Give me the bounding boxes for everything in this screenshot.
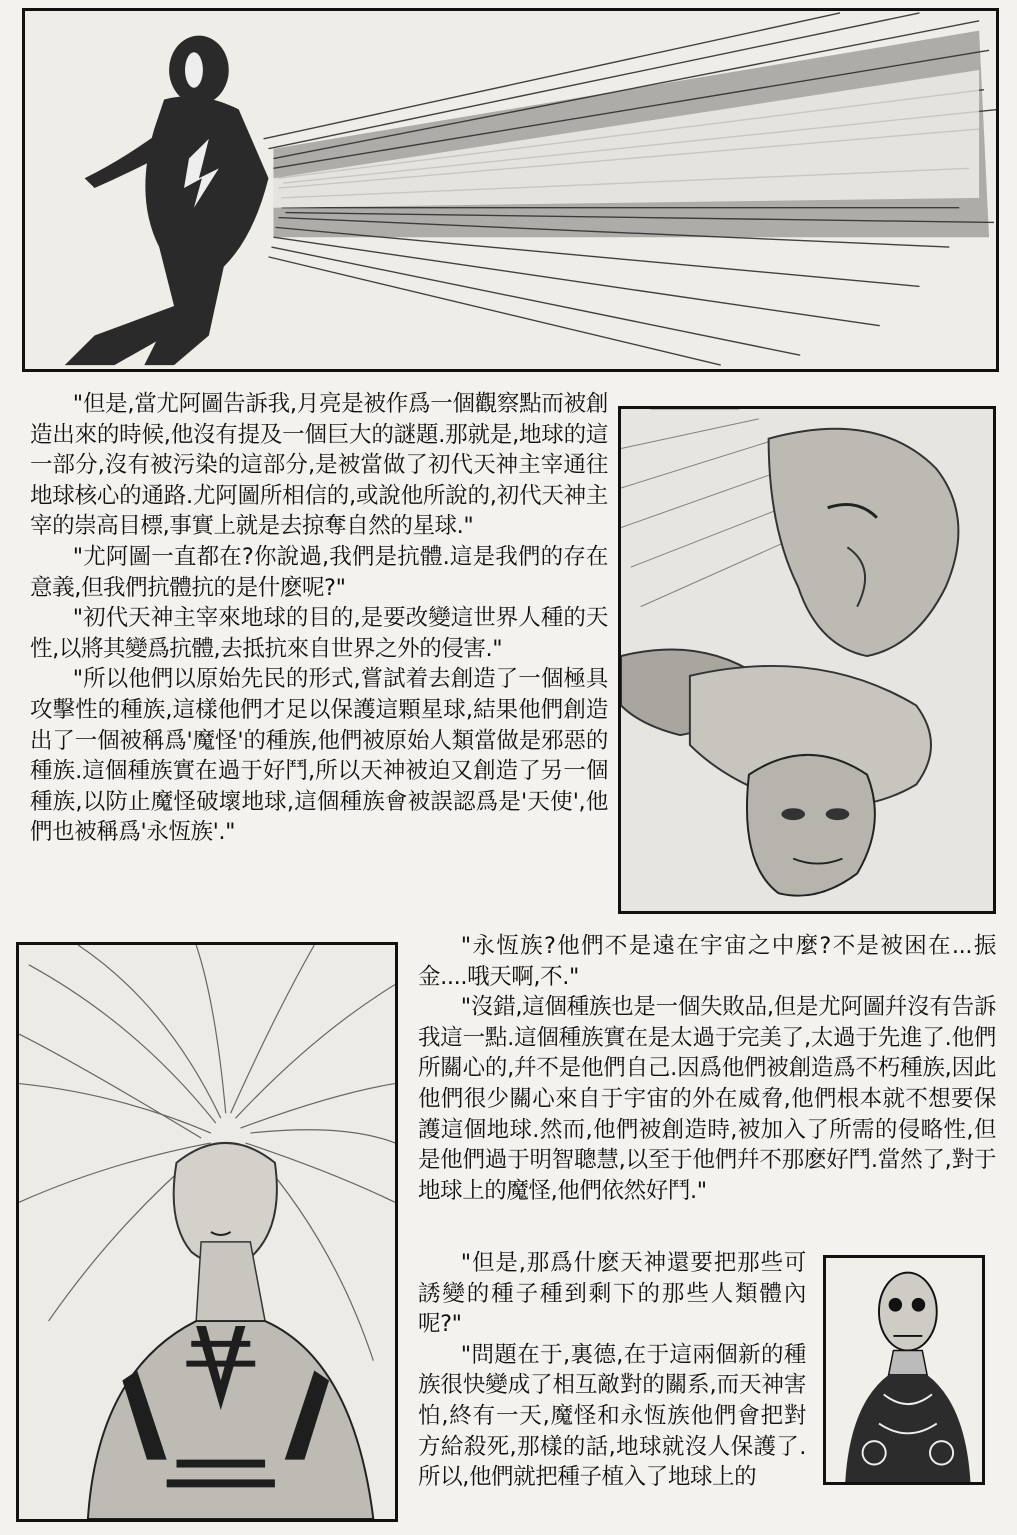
- paragraph: "尤阿圖一直都在?你說過,我們是抗體.這是我們的存在意義,但我們抗體抗的是什麽呢?": [30, 543, 608, 601]
- narrative-text-block-3: [418, 1248, 806, 1493]
- paragraph: "問題在于,裏德,在于這兩個新的種族很快變成了相互敵對的關系,而天神害怕,終有一天,魔怪和永恆族他們會把對方給殺死,那樣的話,地球就沒人保護了.所以,他們就把種子植入了地球上的: [418, 1341, 806, 1491]
- paragraph: "永恆族?他們不是遠在宇宙之中麼?不是被困在...振金....哦天啊,不.": [418, 933, 996, 990]
- narrative-text-block-2: [418, 931, 996, 1206]
- paragraph: "所以他們以原始先民的形式,嘗試着去創造了一個極具攻擊性的種族,這樣他們才足以保護這顆星球,結果他們創造出了一個被稱爲'魔怪'的種族,他們被原始人類當做是邪惡的種族.這個種族實在過于好鬥,所以天神被迫又創造了另一個種族,以防止魔怪破壞地球,這個種族會被誤認爲是'天使',他們也被稱爲'永恆族'.": [30, 666, 608, 846]
- cyborg-figure-illustration: [826, 1258, 982, 1482]
- paragraph: "但是,當尤阿圖告訴我,月亮是被作爲一個觀察點而被創造出來的時候,他沒有提及一個巨大的謎題.那就是,地球的這一部分,沒有被污染的這部分,是被當做了初代天神主宰通往地球核心的通路.尤阿圖所相信的,或說他所說的,初代天神主宰的崇高目標,事實上就是去掠奪自然的星球.": [30, 391, 608, 540]
- woman-flowing-hair-illustration: [19, 945, 395, 1519]
- hero-energy-burst-illustration: [25, 11, 996, 369]
- narrative-text-block-1: [30, 389, 608, 848]
- right-illustration-panel: [618, 406, 996, 914]
- small-illustration-panel: [823, 1255, 985, 1485]
- paragraph: "沒錯,這個種族也是一個失敗品,但是尤阿圖幷沒有告訴我這一點.這個種族實在是太過于完美了,太過于先進了.他們所關心的,幷不是他們自己.因爲他們被創造爲不朽種族,因此他們很少關心來自于宇宙的外在威脅,他們根本就不想要保護這個地球.然而,他們被創造時,被加入了所需的侵略性,但是他們過于明智聰慧,以至于他們幷不那麽好鬥.當然了,對于地球上的魔怪,他們依然好鬥.": [418, 994, 996, 1204]
- paragraph: "但是,那爲什麽天神還要把那些可誘變的種子種到剩下的那些人類體內呢?": [418, 1250, 806, 1338]
- paragraph: "初代天神主宰來地球的目的,是要改變這世界人種的天性,以將其變爲抗體,去抵抗來自世界之外的侵害.": [30, 605, 608, 662]
- stone-gods-face-illustration: [621, 409, 993, 911]
- left-illustration-panel: [16, 942, 398, 1522]
- top-illustration-panel: [22, 8, 999, 372]
